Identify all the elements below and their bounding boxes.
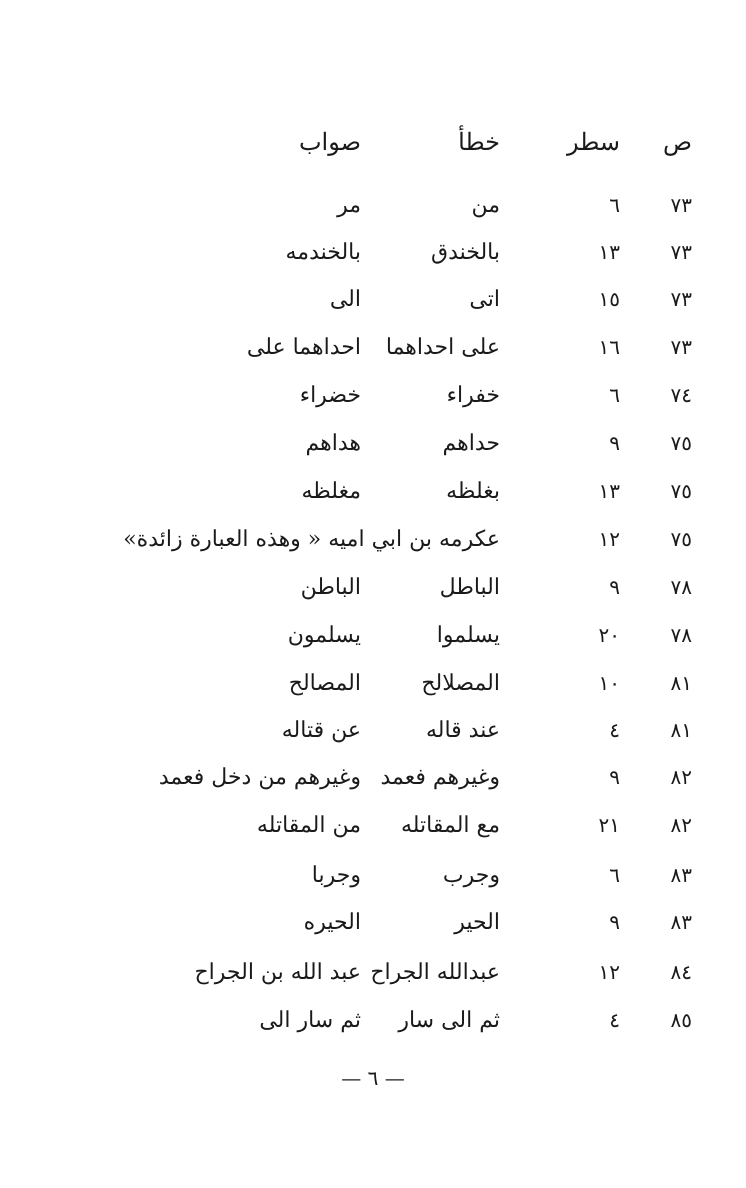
row-wrong: خفراء	[446, 383, 500, 408]
row-line: ٩	[609, 765, 620, 789]
table-row	[0, 767, 746, 807]
header-page: ص	[662, 128, 692, 156]
row-wrong: الباطل	[439, 575, 500, 600]
row-line: ١٥	[598, 287, 620, 311]
row-correct: من المقاتله	[256, 813, 361, 838]
row-page: ٨٤	[670, 960, 692, 984]
row-page: ٧٨	[670, 623, 692, 647]
row-correct: الحيره	[303, 910, 361, 935]
row-wrong: المصلالح	[421, 671, 500, 696]
row-line: ١٠	[598, 671, 620, 695]
header-correct: صواب	[298, 128, 361, 156]
row-line: ١٦	[598, 335, 620, 359]
row-page: ٨٥	[670, 1008, 692, 1032]
row-wrong: مع المقاتله	[400, 813, 500, 838]
row-wrong: يسلموا	[436, 623, 500, 648]
row-wrong: اتى	[469, 287, 500, 312]
row-line: ١٢	[598, 527, 620, 551]
row-page: ٧٨	[670, 575, 692, 599]
row-page: ٧٤	[670, 383, 692, 407]
table-row	[0, 912, 746, 952]
row-line: ١٣	[598, 240, 620, 264]
row-correct: هداهم	[305, 431, 361, 456]
table-row	[0, 289, 746, 329]
row-line: ٢٠	[598, 623, 620, 647]
row-page: ٧٥	[670, 479, 692, 503]
row-line: ١٣	[598, 479, 620, 503]
row-wrong: من	[471, 193, 500, 218]
row-page: ٧٥	[670, 431, 692, 455]
row-page: ٧٣	[670, 240, 692, 264]
row-correct: خضراء	[299, 383, 361, 408]
row-page: ٨١	[670, 671, 692, 695]
row-page: ٨٣	[670, 863, 692, 887]
table-header	[0, 130, 746, 170]
table-row	[0, 577, 746, 617]
table-row	[0, 865, 746, 905]
row-correct: الباطن	[300, 575, 361, 600]
row-page: ٧٣	[670, 193, 692, 217]
row-correct: عبد الله بن الجراح	[194, 960, 361, 985]
row-line: ٦	[609, 193, 620, 217]
row-correct: وجربا	[311, 863, 361, 888]
row-wrong: وغيرهم فعمد	[380, 765, 500, 790]
row-wrong: بغلظه	[446, 479, 500, 504]
row-correct: المصالح	[288, 671, 361, 696]
row-page: ٨٢	[670, 813, 692, 837]
row-wrong: حداهم	[442, 431, 500, 456]
row-wrong: ثم الى سار	[398, 1008, 500, 1033]
row-line: ٦	[609, 863, 620, 887]
table-row	[0, 625, 746, 665]
row-wrong: على احداهما	[385, 335, 500, 360]
row-line: ٤	[609, 718, 620, 742]
row-correct: الى	[329, 287, 361, 312]
row-wrong: وجرب	[442, 863, 500, 888]
header-wrong: خطأ	[458, 128, 500, 156]
table-row	[0, 1010, 746, 1050]
row-correct: بالخندمه	[285, 240, 361, 265]
row-correct: ثم سار الى	[259, 1008, 361, 1033]
table-row	[0, 195, 746, 235]
row-wrong: عبدالله الجراح	[370, 960, 500, 985]
table-row	[0, 529, 746, 569]
row-wrong: بالخندق	[431, 240, 500, 265]
row-line: ٢١	[598, 813, 620, 837]
row-line: ٩	[609, 910, 620, 934]
table-row	[0, 433, 746, 473]
page-number: — ٦ —	[341, 1066, 405, 1090]
row-page: ٧٣	[670, 335, 692, 359]
row-correct: مغلظه	[301, 479, 361, 504]
row-correct: عن قتاله	[281, 718, 361, 743]
row-page: ٧٣	[670, 287, 692, 311]
table-row	[0, 481, 746, 521]
row-line: ٤	[609, 1008, 620, 1032]
row-wrong: الحير	[454, 910, 500, 935]
row-line: ٦	[609, 383, 620, 407]
row-correct: مر	[337, 193, 361, 218]
row-page: ٨٣	[670, 910, 692, 934]
row-correct: احداهما على	[246, 335, 361, 360]
row-page: ٨١	[670, 718, 692, 742]
row-wrong: عند قاله	[425, 718, 500, 743]
row-correct: يسلمون	[287, 623, 361, 648]
row-line: ٩	[609, 431, 620, 455]
table-row	[0, 242, 746, 282]
row-page: ٧٥	[670, 527, 692, 551]
table-row	[0, 673, 746, 713]
header-line: سطر	[566, 128, 620, 156]
row-line: ١٢	[598, 960, 620, 984]
row-line: ٩	[609, 575, 620, 599]
row-wrong: عكرمه بن ابي اميه « وهذه العبارة زائدة»	[123, 527, 500, 552]
table-row	[0, 815, 746, 855]
table-row	[0, 337, 746, 377]
table-row	[0, 720, 746, 760]
table-row	[0, 385, 746, 425]
row-correct: وغيرهم من دخل فعمد	[158, 765, 361, 790]
row-page: ٨٢	[670, 765, 692, 789]
table-row	[0, 962, 746, 1002]
